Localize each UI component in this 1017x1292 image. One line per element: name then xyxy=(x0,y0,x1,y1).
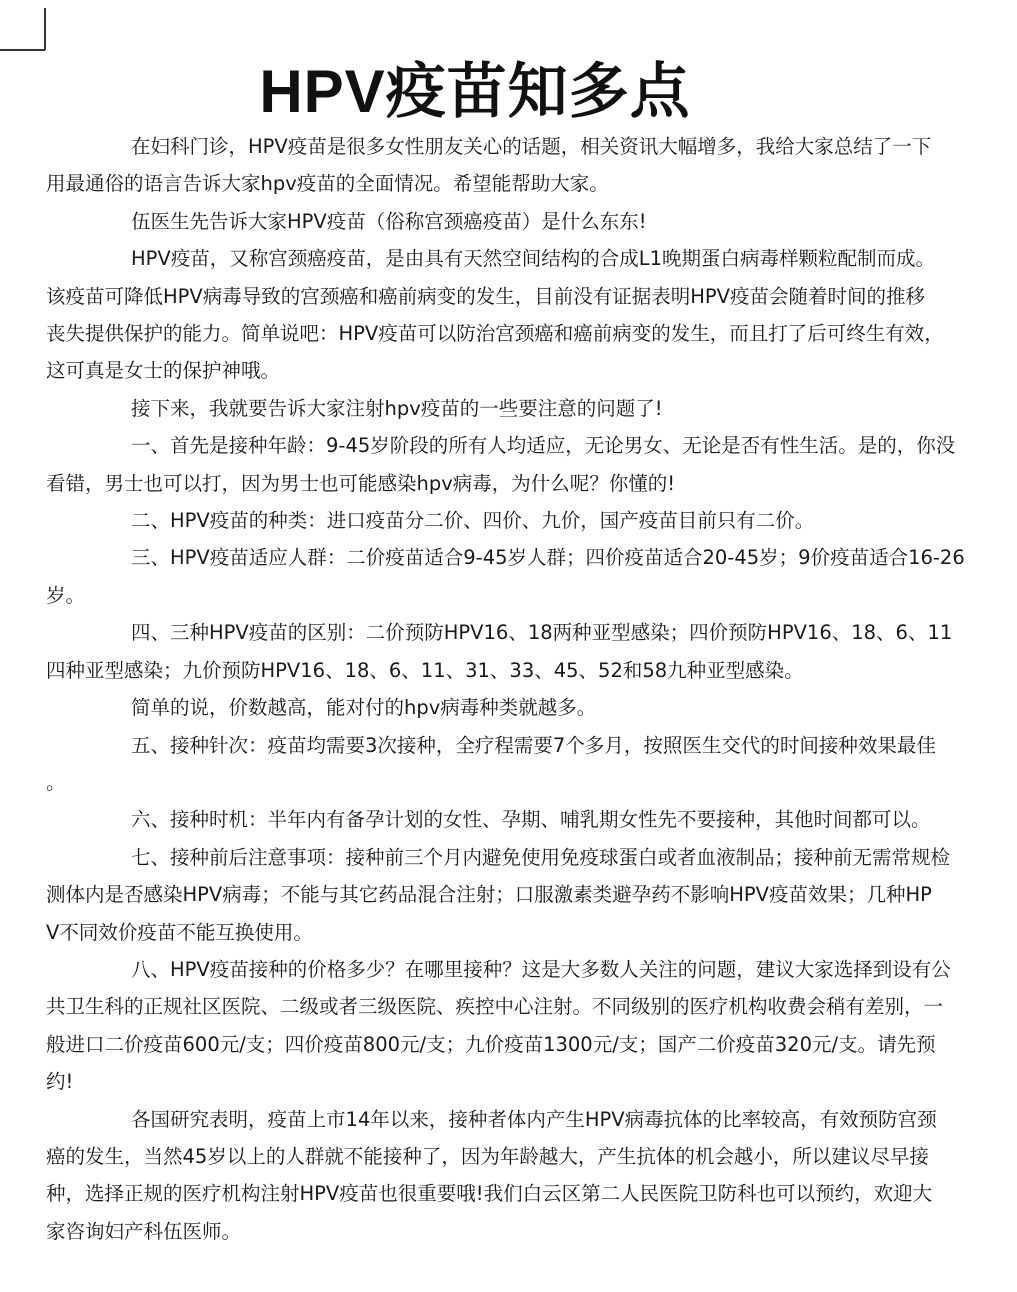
paragraph-line: 二、HPV疫苗的种类：进口疫苗分二价、四价、九价，国产疫苗目前只有二价。 xyxy=(131,509,815,533)
paragraph xyxy=(46,502,1017,539)
paragraph-line: 六、接种时机：半年内有备孕计划的女性、孕期、哺乳期女性先不要接种，其他时间都可以。 xyxy=(131,808,931,832)
paragraph-line: V不同效价疫苗不能互换使用。 xyxy=(46,920,313,944)
paragraph-line: 该疫苗可降低HPV病毒导致的宫颈癌和癌前病变的发生，目前没有证据表明HPV疫苗会随着时间的推移 xyxy=(46,284,926,308)
paragraph-line: 简单的说，价数越高，能对付的hpv病毒种类就越多。 xyxy=(131,696,597,720)
paragraph-line: 种，选择正规的医疗机构注射HPV疫苗也很重要哦!我们白云区第二人民医院卫防科也可以预约，欢迎大 xyxy=(46,1182,933,1206)
paragraph-line: 测体内是否感染HPV病毒；不能与其它药品混合注射；口服激素类避孕药不影响HPV疫苗效果；几种HP xyxy=(46,883,932,907)
paragraph-line: 约! xyxy=(46,1070,74,1094)
paragraph-line: HPV疫苗，又称宫颈癌疫苗，是由具有天然空间结构的合成L1晚期蛋白病毒样颗粒配制而成。 xyxy=(131,247,936,271)
paragraph-line: 癌的发生，当然45岁以上的人群就不能接种了，因为年龄越大，产生抗体的机会越小，所以建议尽早接 xyxy=(46,1144,929,1168)
paragraph xyxy=(46,203,1017,240)
paragraph-line: 各国研究表明，疫苗上市14年以来，接种者体内产生HPV病毒抗体的比率较高，有效预防宫颈 xyxy=(131,1107,937,1131)
crop-mark-horizontal xyxy=(0,49,45,51)
paragraph xyxy=(46,240,1017,390)
paragraph-line: 接下来，我就要告诉大家注射hpv疫苗的一些要注意的问题了! xyxy=(131,396,663,420)
paragraph-line: 伍医生先告诉大家HPV疫苗（俗称宫颈癌疫苗）是什么东东! xyxy=(131,209,647,233)
paragraph-line: 用最通俗的语言告诉大家hpv疫苗的全面情况。希望能帮助大家。 xyxy=(46,172,609,196)
paragraph xyxy=(46,1101,1017,1251)
paragraph-line: 。 xyxy=(46,770,66,794)
crop-mark-vertical xyxy=(44,8,46,50)
paragraph-line: 这可真是女士的保护神哦。 xyxy=(46,359,281,383)
document-title: HPV疫苗知多点 xyxy=(259,58,691,125)
paragraph-line: 四、三种HPV疫苗的区别：二价预防HPV16、18两种亚型感染；四价预防HPV16、18、6、11 xyxy=(131,621,953,645)
paragraph-line: 五、接种针次：疫苗均需要3次接种，全疗程需要7个多月，按照医生交代的时间接种效果最佳 xyxy=(131,733,936,757)
paragraph xyxy=(46,951,1017,1101)
paragraph xyxy=(46,427,1017,502)
paragraph-line: 三、HPV疫苗适应人群：二价疫苗适合9-45岁人群；四价疫苗适合20-45岁；9价疫苗适合16-26 xyxy=(131,546,965,570)
document-body xyxy=(46,128,1017,1250)
paragraph-line: 丧失提供保护的能力。简单说吧：HPV疫苗可以防治宫颈癌和癌前病变的发生，而且打了后可终生有效， xyxy=(46,322,944,346)
paragraph-line: 八、HPV疫苗接种的价格多少？在哪里接种？这是大多数人关注的问题，建议大家选择到设有公 xyxy=(131,957,951,981)
paragraph xyxy=(46,390,1017,427)
paragraph-line: 般进口二价疫苗600元/支；四价疫苗800元/支；九价疫苗1300元/支；国产二价疫苗320元/支。请先预 xyxy=(46,1032,936,1056)
paragraph xyxy=(46,539,1017,614)
paragraph-line: 家咨询妇产科伍医师。 xyxy=(46,1219,242,1243)
paragraph xyxy=(46,801,1017,838)
paragraph xyxy=(46,614,1017,689)
paragraph-line: 岁。 xyxy=(46,583,86,607)
paragraph-line: 共卫生科的正规社区医院、二级或者三级医院、疾控中心注射。不同级别的医疗机构收费会稍有差别，一 xyxy=(46,995,944,1019)
paragraph xyxy=(46,689,1017,726)
paragraph xyxy=(46,727,1017,802)
paragraph-line: 一、首先是接种年龄：9-45岁阶段的所有人均适应，无论男女、无论是否有性生活。是的，你没 xyxy=(131,434,956,458)
paragraph-line: 在妇科门诊，HPV疫苗是很多女性朋友关心的话题，相关资讯大幅增多，我给大家总结了一下 xyxy=(131,135,932,158)
paragraph xyxy=(46,839,1017,951)
paragraph-line: 看错，男士也可以打，因为男士也可能感染hpv病毒，为什么呢？你懂的! xyxy=(46,471,676,495)
paragraph-line: 七、接种前后注意事项：接种前三个月内避免使用免疫球蛋白或者血液制品；接种前无需常规检 xyxy=(131,845,951,869)
paragraph xyxy=(46,128,1017,203)
paragraph-line: 四种亚型感染；九价预防HPV16、18、6、11、31、33、45、52和58九种亚型感染。 xyxy=(46,658,804,682)
